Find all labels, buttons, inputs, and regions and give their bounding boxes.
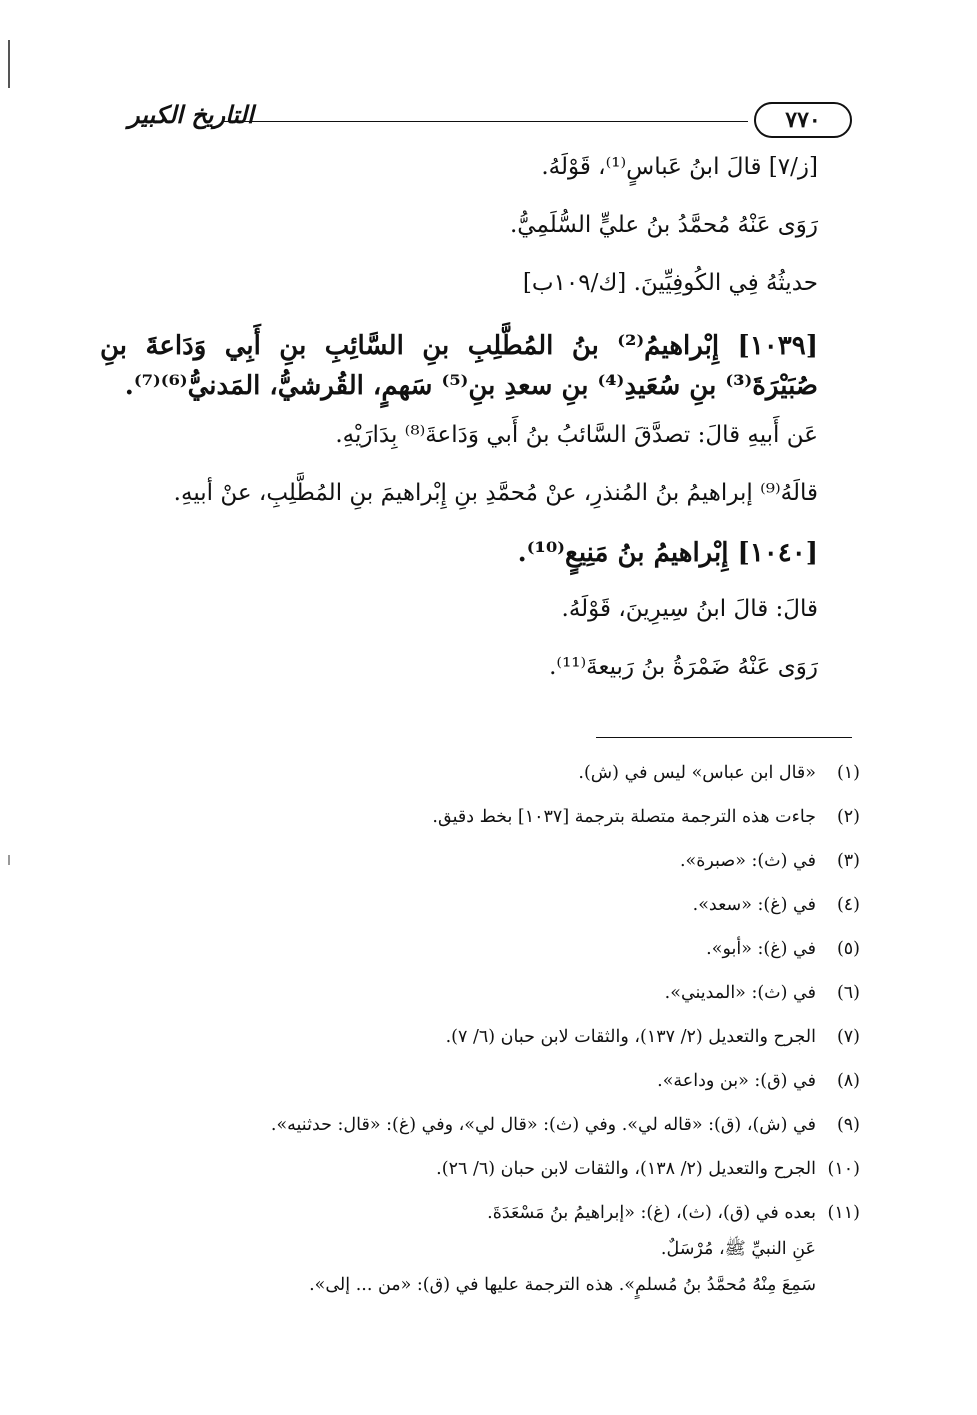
footnote-number: (٥) — [836, 939, 860, 959]
footnote-continuation: عَنِ النبيِّ ﷺ، مُرْسَلٌ. — [660, 1239, 816, 1259]
footnote — [200, 1024, 860, 1050]
footnote-continuation: سَمِعَ مِنْهُ مُحمَّدُ بنُ مُسلمٍ». هذه الترجمة عليها في (ق): «من ... إلى». — [309, 1275, 816, 1295]
footnote-number: (٩) — [836, 1115, 860, 1135]
footnote-text: في (ش)، (ق): «قاله لي». وفي (ث): «قال لي»، وفي (غ): «قال: حدثنيه». — [270, 1115, 816, 1135]
footnote-number: (٤) — [836, 895, 860, 915]
footnote-text: في (ث): «صبرة». — [679, 851, 816, 871]
footnote-text: جاءت هذه الترجمة متصلة بترجمة [١٠٣٧] بخط دقيق. — [432, 807, 816, 827]
page-number: ٧٧٠ — [754, 102, 852, 138]
footnote-text: في (ق): «بن وداعة». — [657, 1071, 816, 1091]
footnote-text: الجرح والتعديل (٢/ ١٣٧)، والثقات لابن حبان (٦/ ٧). — [445, 1027, 816, 1047]
footnotes — [200, 760, 860, 1308]
footnote — [200, 804, 860, 830]
footnote-separator — [596, 737, 852, 738]
footnote-text: «قال ابن عباس» ليس في (ش). — [578, 763, 816, 783]
footnote-number: (١) — [836, 763, 860, 783]
book-title: التاريخ الكبير — [128, 100, 254, 129]
text-line: رَوَى عَنْهُ ضَمْرَةُ بنُ رَبيعةَ⁽¹¹⁾. — [549, 654, 818, 680]
footnote — [200, 1156, 860, 1182]
footnote-number: (٦) — [836, 983, 860, 1003]
footnote — [200, 760, 860, 786]
page-edge-mark — [8, 40, 10, 88]
text-line: رَوَى عَنْهُ مُحمَّدُ بنُ عليٍّ السُّلَمِيُّ. — [509, 212, 818, 238]
page-edge-dot — [8, 855, 10, 865]
footnote — [200, 936, 860, 962]
footnote-number: (٣) — [836, 851, 860, 871]
footnote-text: بعده في (ق)، (ث)، (غ): «إبراهيمُ بنُ مَسْعَدَةَ. — [487, 1203, 816, 1223]
footnote-text: الجرح والتعديل (٢/ ١٣٨)، والثقات لابن حبان (٦/ ٢٦). — [436, 1159, 816, 1179]
footnote-text: في (غ): «سعد». — [692, 895, 816, 915]
text-line: قالَ: قالَ ابنُ سِيرِينَ، قَوْلَهُ. — [561, 596, 818, 622]
footnote-number: (٢) — [836, 807, 860, 827]
footnote-number: (٨) — [836, 1071, 860, 1091]
footnote — [200, 1068, 860, 1094]
text-line: عَن أَبيهِ قالَ: تصدَّقَ السَّائبُ بنُ أَبي وَدَاعةَ⁽⁸⁾ بِدَارَيْهِ. — [335, 422, 818, 448]
footnote-number: (١١) — [827, 1203, 860, 1223]
footnote — [200, 980, 860, 1006]
entry-1040-heading: [١٠٤٠] إِبْراهيمُ بنُ مَنِيعٍ⁽¹⁰⁾. — [517, 538, 818, 568]
text-line: حديثُهُ فِي الكُوفِيِّينَ. [ك/١٠٩ب] — [522, 270, 818, 296]
footnote — [200, 892, 860, 918]
text-line: قالَهُ⁽⁹⁾ إبراهيمُ بنُ المُنذرِ، عنْ مُحمَّدِ بنِ إِبْراهيمَ بنِ المُطَّلِبِ، عنْ أبيهِ. — [173, 480, 818, 506]
header-rule — [224, 121, 748, 122]
running-header — [128, 96, 852, 146]
footnote-text: في (ث): «المديني». — [664, 983, 816, 1003]
footnote-number: (١٠) — [827, 1159, 860, 1179]
footnote-text: في (غ): «أبو». — [706, 939, 816, 959]
main-text — [100, 152, 818, 710]
entry-1039-heading: [١٠٣٩] إِبْراهيمُ⁽²⁾ بنُ المُطَّلِبِ بنِ السَّائِبِ بنِ أَبِي وَدَاعةَ بنِ صُبَيْرَةَ⁽³⁾ بنِ سُعَيدِ⁽⁴⁾ بنِ سعدِ بنِ⁽⁵⁾ سَهمٍ، القُرشيُّ، المَدنيُّ⁽⁶⁾⁽⁷⁾. — [100, 331, 818, 401]
text-line: [ز/٧] قالَ ابنُ عَباسٍ⁽¹⁾، قَوْلَهُ. — [541, 154, 818, 180]
footnote-number: (٧) — [836, 1027, 860, 1047]
footnote — [200, 848, 860, 874]
footnote — [200, 1200, 860, 1226]
footnote — [200, 1112, 860, 1138]
